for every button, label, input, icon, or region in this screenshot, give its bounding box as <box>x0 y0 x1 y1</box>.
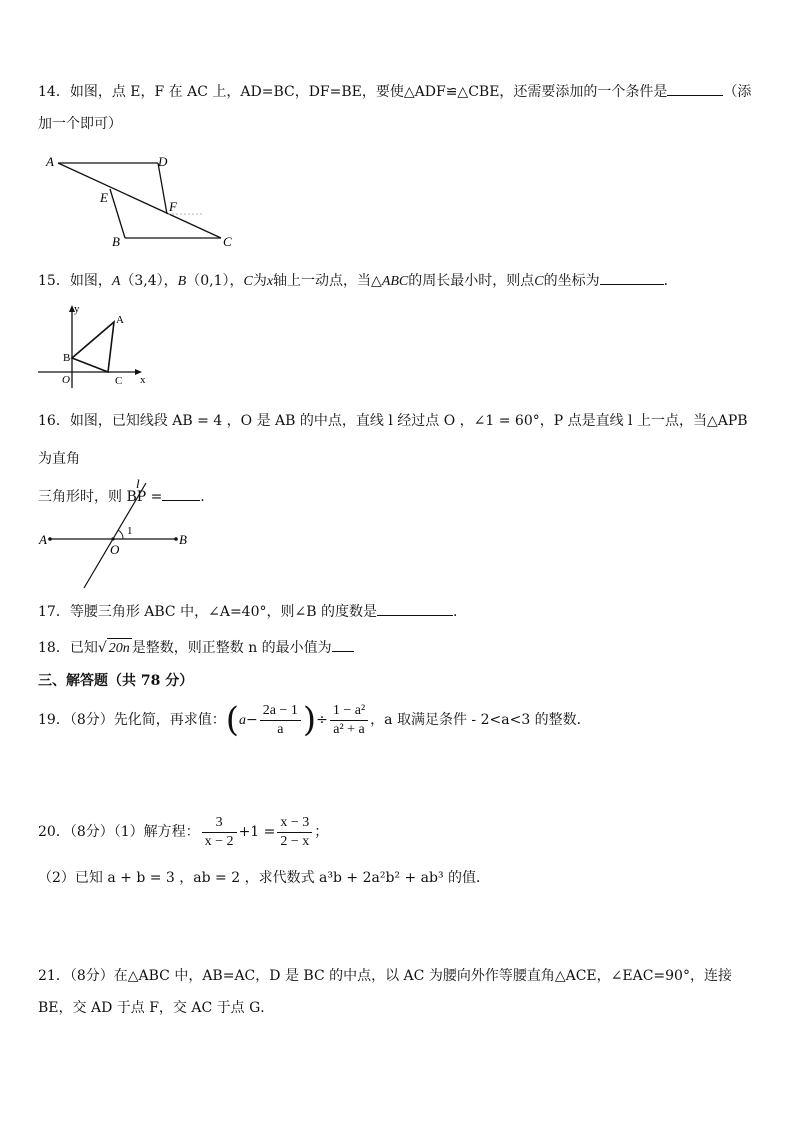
text: 轴上一动点，当△ <box>273 273 382 289</box>
question-number: 21． <box>38 968 70 984</box>
sqrt-sign: √ <box>97 640 107 656</box>
question-number: 18． <box>38 640 70 656</box>
point-label-B: B <box>179 532 187 547</box>
question-number: 17． <box>38 604 70 620</box>
text: 的周长最小时，则点 <box>408 273 535 289</box>
paren-close: ) <box>302 700 317 740</box>
numerator: 3 <box>202 814 237 833</box>
point-label-C: C <box>115 375 123 387</box>
denominator: 2 − x <box>280 833 310 849</box>
question-21 <box>38 960 760 1024</box>
figure-q16 <box>36 478 196 593</box>
paren-open: ( <box>225 700 240 740</box>
question-text: 如图，已知线段 AB = 4 ，O 是 AB 的中点，直线 l 经过点 O ，∠1 = 60°，P 点是直线 l 上一点，当△APB 为直角 <box>38 413 748 467</box>
text: ． <box>452 604 467 620</box>
point-label-C: C <box>223 234 232 249</box>
point-label-F: F <box>169 199 177 214</box>
point-label-B: B <box>63 352 71 364</box>
denominator: a² + a <box>333 721 365 737</box>
math-x: x <box>266 274 274 289</box>
origin-label-O: O <box>62 374 70 386</box>
question-20 <box>38 812 328 852</box>
operator: ÷ <box>316 712 328 728</box>
operator: − <box>246 712 258 728</box>
question-14 <box>38 76 760 140</box>
question-text: 三角形时，则 BP = <box>38 489 163 505</box>
numerator: 2a − 1 <box>260 702 301 721</box>
figure-q14 <box>38 148 248 254</box>
text: 如图， <box>69 273 112 289</box>
question-number: 14． <box>38 84 70 100</box>
point-label-A: A <box>46 154 54 169</box>
radicand: 20n <box>107 638 132 659</box>
figure-q15 <box>36 302 156 392</box>
fraction-1 <box>202 814 237 851</box>
question-15 <box>38 270 678 292</box>
axis-label-x: x <box>140 374 146 386</box>
section-heading: 三、解答题（共 78 分） <box>38 673 194 689</box>
question-17 <box>38 601 467 622</box>
denominator: a <box>277 721 284 737</box>
question-text: 是整数，则正整数 n 的最小值为 <box>131 640 332 656</box>
point-label-B: B <box>112 234 120 249</box>
angle-label-1: 1 <box>127 525 133 537</box>
math-C: C <box>243 274 253 289</box>
question-suffix: （添加一个即可） <box>38 84 752 132</box>
math-A: A <box>111 274 121 289</box>
text: ． <box>663 273 678 289</box>
text: ． <box>200 489 215 505</box>
question-20-part-2: （2）已知 a + b = 3 ，ab = 2 ，求代数式 a³b + 2a²b² + ab³ 的值． <box>38 870 491 886</box>
numerator: x − 3 <box>277 814 312 833</box>
question-19 <box>38 700 591 741</box>
question-text: ，a 取满足条件 - 2<a<3 的整数． <box>370 712 591 728</box>
text: ； <box>314 824 329 840</box>
question-text: 如图，点 E，F 在 AC 上，AD=BC，DF=BE，要使△ADF≌△CBE，还需要添加的一个条件是 <box>69 84 668 100</box>
text: （3,4）， <box>120 273 178 289</box>
question-18 <box>38 637 354 659</box>
question-text: （8分）先化简，再求值： <box>69 712 226 728</box>
point-label-O: O <box>110 542 120 557</box>
text: 的坐标为 <box>543 273 600 289</box>
point-label-D: D <box>158 154 168 169</box>
line-label-l: l <box>136 478 140 491</box>
answer-blank <box>377 601 453 616</box>
text: 为 <box>252 273 267 289</box>
answer-blank <box>332 637 354 652</box>
question-text: （8分）（1）解方程： <box>69 824 200 840</box>
question-number: 16． <box>38 413 70 429</box>
math-B: B <box>177 274 187 289</box>
answer-blank <box>667 81 723 96</box>
question-text: （8分）在△ABC 中，AB=AC，D 是 BC 的中点，以 AC 为腰向外作等腰直角△ACE，∠EAC=90°，连接 BE，交 AD 于点 F，交 AC 于点 G． <box>38 968 732 1016</box>
math-a: a <box>239 713 247 728</box>
math-C: C <box>534 274 544 289</box>
operator: +1 = <box>238 824 276 840</box>
fraction-2 <box>330 702 368 739</box>
point-label-E: E <box>100 190 108 205</box>
answer-blank <box>600 270 664 285</box>
fraction-1 <box>260 702 301 739</box>
text: （0,1）， <box>186 273 244 289</box>
axis-label-y: y <box>74 303 80 315</box>
question-number: 15． <box>38 273 70 289</box>
math-ABC: ABC <box>381 274 409 289</box>
question-text: 已知 <box>69 640 98 656</box>
point-label-A: A <box>39 532 47 547</box>
question-number: 19． <box>38 712 70 728</box>
fraction-2 <box>277 814 312 851</box>
question-number: 20． <box>38 824 70 840</box>
point-label-A: A <box>116 314 124 326</box>
denominator: x − 2 <box>204 833 234 849</box>
numerator: 1 − a² <box>330 702 368 721</box>
question-text: 等腰三角形 ABC 中，∠A=40°，则∠B 的度数是 <box>69 604 377 620</box>
